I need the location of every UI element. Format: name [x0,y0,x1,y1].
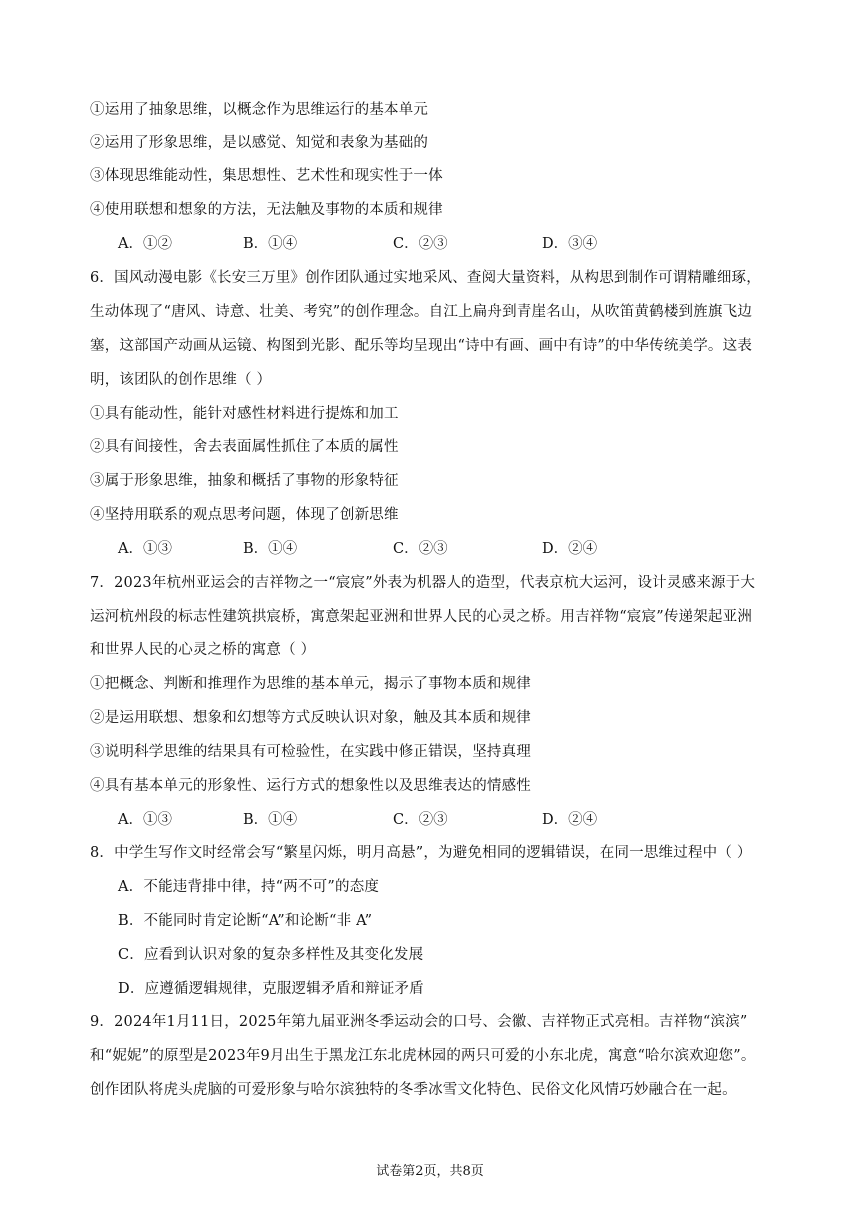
q9-stem-line-2: 和“妮妮”的原型是2023年9月出生于黑龙江东北虎林园的两只可爱的小东北虎，寓意“哈尔滨欢迎您”。 [90,1048,756,1064]
q6-option-c: C．②③ [393,541,448,557]
q5-item-1: ①运用了抽象思维，以概念作为思维运行的基本单元 [90,102,429,118]
q7-item-2: ②是运用联想、想象和幻想等方式反映认识对象，触及其本质和规律 [90,710,531,726]
q5-option-a: A．①② [118,236,172,252]
q6-stem-line-2: 生动体现了“唐风、诗意、壮美、考究”的创作理念。自江上扁舟到青崖名山，从吹笛黄鹤楼到旌旗飞边 [90,304,753,320]
q6-stem-line-4: 明，该团队的创作思维（ ） [90,372,272,388]
q7-options [118,810,778,830]
q7-item-4: ④具有基本单元的形象性、运行方式的想象性以及思维表达的情感性 [90,778,531,794]
q7-stem-line-1: 7．2023年杭州亚运会的吉祥物之一“宸宸”外表为机器人的造型，代表京杭大运河，设计灵感来源于大 [90,575,756,591]
q7-option-c: C．②③ [393,812,448,828]
q7-option-b: B．①④ [243,812,298,828]
q7-item-1: ①把概念、判断和推理作为思维的基本单元，揭示了事物本质和规律 [90,676,531,692]
q6-item-3: ③属于形象思维，抽象和概括了事物的形象特征 [90,473,399,489]
q6-stem-line-1: 6．国风动漫电影《长安三万里》创作团队通过实地采风、查阅大量资料，从构思到制作可谓精雕细琢， [90,270,761,286]
q6-item-2: ②具有间接性，舍去表面属性抓住了本质的属性 [90,439,399,455]
q8-choice-c: C．应看到认识对象的复杂多样性及其变化发展 [118,947,424,963]
q8-choice-b: B．不能同时肯定论断“A”和论断“非 A” [118,913,373,929]
q8-stem: 8．中学生写作文时经常会写“繁星闪烁，明月高悬”，为避免相同的逻辑错误，在同一思维过程中（ ） [90,845,752,861]
q7-item-3: ③说明科学思维的结果具有可检验性，在实践中修正错误，坚持真理 [90,744,531,760]
q5-item-3: ③体现思维能动性，集思想性、艺术性和现实性于一体 [90,168,443,184]
q9-stem-line-3: 创作团队将虎头虎脑的可爱形象与哈尔滨独特的冬季冰雪文化特色、民俗文化风情巧妙融合在一起。 [90,1082,737,1098]
q7-stem-line-2: 运河杭州段的标志性建筑拱宸桥，寓意架起亚洲和世界人民的心灵之桥。用吉祥物“宸宸”传递架起亚洲 [90,609,753,625]
q6-stem-line-3: 塞，这部国产动画从运镜、构图到光影、配乐等均呈现出“诗中有画、画中有诗”的中华传统美学。这表 [90,338,753,354]
q5-option-c: C．②③ [393,236,448,252]
page-footer: 试卷第2页，共8页 [376,1164,484,1179]
q5-item-4: ④使用联想和想象的方法，无法触及事物的本质和规律 [90,202,443,218]
q9-stem-line-1: 9．2024年1月11日，2025年第九届亚洲冬季运动会的口号、会徽、吉祥物正式亮相。吉祥物“滨滨” [90,1014,748,1030]
q6-item-4: ④坚持用联系的观点思考问题，体现了创新思维 [90,507,399,523]
q5-item-2: ②运用了形象思维，是以感觉、知觉和表象为基础的 [90,135,429,151]
q6-options [118,539,778,559]
q6-option-b: B．①④ [243,541,298,557]
q7-option-a: A．①③ [118,812,172,828]
q8-choice-d: D．应遵循逻辑规律，克服逻辑矛盾和辩证矛盾 [118,981,424,997]
q5-option-b: B．①④ [243,236,298,252]
q8-choice-a: A．不能违背排中律，持“两不可”的态度 [118,879,380,895]
q5-option-d: D．③④ [542,236,598,252]
q7-option-d: D．②④ [542,812,598,828]
q5-options [118,234,778,254]
q7-stem-line-3: 和世界人民的心灵之桥的寓意（ ） [90,642,316,658]
q6-option-d: D．②④ [542,541,598,557]
q6-item-1: ①具有能动性，能针对感性材料进行提炼和加工 [90,406,399,422]
q6-option-a: A．①③ [118,541,172,557]
